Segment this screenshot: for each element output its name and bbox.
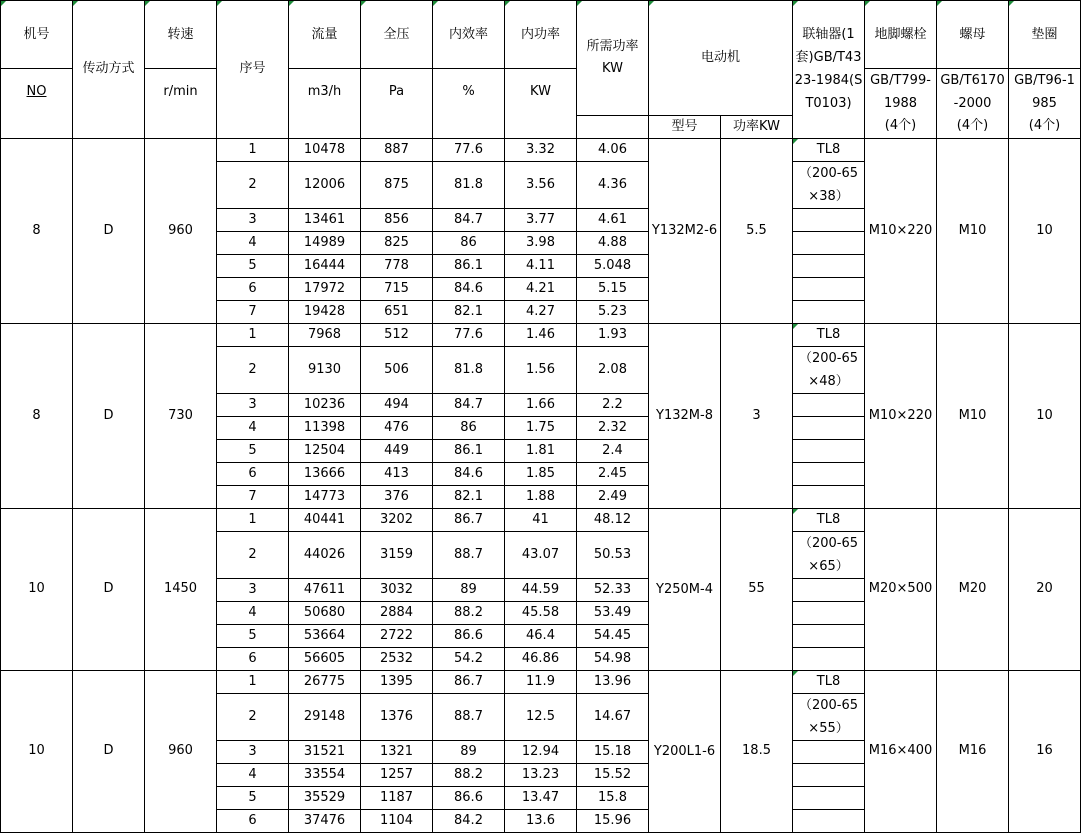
- header-flow: 流量: [289, 1, 361, 69]
- header-bolt: 地脚螺栓: [865, 1, 937, 69]
- power-cell: 1.88: [505, 485, 577, 508]
- seq-cell: 1: [217, 670, 289, 693]
- flow-cell: 35529: [289, 786, 361, 809]
- speed-cell: 960: [145, 670, 217, 832]
- power-cell: 1.81: [505, 439, 577, 462]
- req-power-cell: 5.15: [577, 277, 649, 300]
- power-cell: 46.86: [505, 647, 577, 670]
- header-blank: [505, 115, 577, 138]
- coupling-blank-cell: [793, 786, 865, 809]
- pressure-cell: 1376: [361, 693, 433, 740]
- coupling-blank-cell: [793, 393, 865, 416]
- drive-cell: D: [73, 138, 145, 323]
- req-power-cell: 5.048: [577, 254, 649, 277]
- power-cell: 3.56: [505, 161, 577, 208]
- header-coupling: 联轴器(1套)GB/T4323-1984(ST0103): [793, 1, 865, 139]
- eff-cell: 86: [433, 231, 505, 254]
- pressure-cell: 825: [361, 231, 433, 254]
- seq-cell: 6: [217, 462, 289, 485]
- table-row: [1, 138, 1081, 161]
- header-req-power-unit: KW: [602, 60, 623, 76]
- power-cell: 4.27: [505, 300, 577, 323]
- eff-cell: 86.1: [433, 254, 505, 277]
- eff-cell: 86.1: [433, 439, 505, 462]
- pressure-cell: 2532: [361, 647, 433, 670]
- flow-cell: 14773: [289, 485, 361, 508]
- header-speed: 转速: [145, 1, 217, 69]
- pressure-cell: 506: [361, 346, 433, 393]
- flow-cell: 10478: [289, 138, 361, 161]
- motor-power-cell: 55: [721, 508, 793, 670]
- coupling-blank-cell: [793, 439, 865, 462]
- req-power-cell: 4.88: [577, 231, 649, 254]
- pressure-cell: 512: [361, 323, 433, 346]
- coupling-blank-cell: [793, 647, 865, 670]
- req-power-cell: 2.32: [577, 416, 649, 439]
- flow-cell: 16444: [289, 254, 361, 277]
- eff-cell: 84.7: [433, 393, 505, 416]
- power-cell: 4.21: [505, 277, 577, 300]
- bolt-cell: M20×500: [865, 508, 937, 670]
- pressure-cell: 715: [361, 277, 433, 300]
- motor-model-cell: Y250M-4: [649, 508, 721, 670]
- bolt-cell: M16×400: [865, 670, 937, 832]
- nut-cell: M10: [937, 323, 1009, 508]
- table-row: [1, 670, 1081, 693]
- coupling-blank-cell: [793, 231, 865, 254]
- eff-cell: 82.1: [433, 300, 505, 323]
- coupling-blank-cell: [793, 485, 865, 508]
- eff-cell: 88.7: [433, 531, 505, 578]
- eff-cell: 88.2: [433, 763, 505, 786]
- header-power-unit: KW: [505, 69, 577, 116]
- pressure-cell: 3202: [361, 508, 433, 531]
- motor-power-cell: 3: [721, 323, 793, 508]
- header-blank: [361, 115, 433, 138]
- pressure-cell: 875: [361, 161, 433, 208]
- drive-cell: D: [73, 670, 145, 832]
- pressure-cell: 2722: [361, 624, 433, 647]
- coupling-type-cell: TL8: [793, 323, 865, 346]
- eff-cell: 84.7: [433, 208, 505, 231]
- power-cell: 1.46: [505, 323, 577, 346]
- coupling-size-cell: （200-65×38）: [793, 161, 865, 208]
- header-flow-unit: m3/h: [289, 69, 361, 116]
- pressure-cell: 1187: [361, 786, 433, 809]
- power-cell: 44.59: [505, 578, 577, 601]
- header-blank: [289, 115, 361, 138]
- seq-cell: 2: [217, 161, 289, 208]
- flow-cell: 33554: [289, 763, 361, 786]
- drive-cell: D: [73, 508, 145, 670]
- header-nut: 螺母: [937, 1, 1009, 69]
- pressure-cell: 3032: [361, 578, 433, 601]
- flow-cell: 44026: [289, 531, 361, 578]
- flow-cell: 13666: [289, 462, 361, 485]
- eff-cell: 86.7: [433, 508, 505, 531]
- eff-cell: 88.7: [433, 693, 505, 740]
- speed-cell: 730: [145, 323, 217, 508]
- seq-cell: 5: [217, 624, 289, 647]
- eff-cell: 86.6: [433, 786, 505, 809]
- flow-cell: 40441: [289, 508, 361, 531]
- seq-cell: 3: [217, 208, 289, 231]
- req-power-cell: 15.18: [577, 740, 649, 763]
- header-bolt-qty: (4个): [865, 115, 937, 138]
- machine-no-cell: 10: [1, 670, 73, 832]
- flow-cell: 53664: [289, 624, 361, 647]
- req-power-cell: 13.96: [577, 670, 649, 693]
- coupling-blank-cell: [793, 254, 865, 277]
- eff-cell: 89: [433, 740, 505, 763]
- pressure-cell: 494: [361, 393, 433, 416]
- seq-cell: 6: [217, 809, 289, 832]
- flow-cell: 12006: [289, 161, 361, 208]
- coupling-blank-cell: [793, 462, 865, 485]
- flow-cell: 7968: [289, 323, 361, 346]
- req-power-cell: 15.96: [577, 809, 649, 832]
- motor-power-cell: 18.5: [721, 670, 793, 832]
- req-power-cell: 1.93: [577, 323, 649, 346]
- machine-no-cell: 8: [1, 138, 73, 323]
- header-eff-unit: %: [433, 69, 505, 116]
- coupling-size-cell: （200-65×55）: [793, 693, 865, 740]
- eff-cell: 77.6: [433, 138, 505, 161]
- power-cell: 12.94: [505, 740, 577, 763]
- seq-cell: 6: [217, 277, 289, 300]
- washer-cell: 10: [1009, 138, 1081, 323]
- req-power-cell: 52.33: [577, 578, 649, 601]
- eff-cell: 86.7: [433, 670, 505, 693]
- header-speed-unit: r/min: [145, 69, 217, 116]
- power-cell: 12.5: [505, 693, 577, 740]
- power-cell: 43.07: [505, 531, 577, 578]
- power-cell: 3.98: [505, 231, 577, 254]
- req-power-cell: 14.67: [577, 693, 649, 740]
- coupling-blank-cell: [793, 809, 865, 832]
- eff-cell: 84.2: [433, 809, 505, 832]
- flow-cell: 12504: [289, 439, 361, 462]
- req-power-cell: 4.36: [577, 161, 649, 208]
- header-nut-std: GB/T6170-2000: [937, 69, 1009, 116]
- seq-cell: 1: [217, 508, 289, 531]
- power-cell: 3.32: [505, 138, 577, 161]
- eff-cell: 88.2: [433, 601, 505, 624]
- pressure-cell: 1321: [361, 740, 433, 763]
- header-washer-std: GB/T96-1985: [1009, 69, 1081, 116]
- header-nut-qty: (4个): [937, 115, 1009, 138]
- req-power-cell: 2.08: [577, 346, 649, 393]
- req-power-cell: 15.52: [577, 763, 649, 786]
- flow-cell: 19428: [289, 300, 361, 323]
- seq-cell: 4: [217, 763, 289, 786]
- flow-cell: 11398: [289, 416, 361, 439]
- header-pressure: 全压: [361, 1, 433, 69]
- pressure-cell: 3159: [361, 531, 433, 578]
- power-cell: 46.4: [505, 624, 577, 647]
- seq-cell: 3: [217, 393, 289, 416]
- coupling-type-cell: TL8: [793, 138, 865, 161]
- req-power-cell: 54.45: [577, 624, 649, 647]
- coupling-size-cell: （200-65×48）: [793, 346, 865, 393]
- power-cell: 3.77: [505, 208, 577, 231]
- header-motor-model: 型号: [649, 115, 721, 138]
- seq-cell: 7: [217, 485, 289, 508]
- washer-cell: 20: [1009, 508, 1081, 670]
- flow-cell: 29148: [289, 693, 361, 740]
- eff-cell: 77.6: [433, 323, 505, 346]
- coupling-blank-cell: [793, 601, 865, 624]
- flow-cell: 17972: [289, 277, 361, 300]
- pressure-cell: 376: [361, 485, 433, 508]
- header-eff: 内效率: [433, 1, 505, 69]
- req-power-cell: 4.61: [577, 208, 649, 231]
- req-power-cell: 5.23: [577, 300, 649, 323]
- power-cell: 13.23: [505, 763, 577, 786]
- seq-cell: 4: [217, 416, 289, 439]
- coupling-blank-cell: [793, 300, 865, 323]
- table-row: [1, 323, 1081, 346]
- coupling-blank-cell: [793, 277, 865, 300]
- eff-cell: 86.6: [433, 624, 505, 647]
- req-power-cell: 4.06: [577, 138, 649, 161]
- seq-cell: 1: [217, 323, 289, 346]
- power-cell: 41: [505, 508, 577, 531]
- coupling-blank-cell: [793, 624, 865, 647]
- flow-cell: 56605: [289, 647, 361, 670]
- pressure-cell: 778: [361, 254, 433, 277]
- seq-cell: 5: [217, 786, 289, 809]
- req-power-cell: 2.45: [577, 462, 649, 485]
- pressure-cell: 476: [361, 416, 433, 439]
- flow-cell: 13461: [289, 208, 361, 231]
- header-req-power-label: 所需功率: [586, 38, 639, 54]
- coupling-type-cell: TL8: [793, 508, 865, 531]
- header-blank: [1, 115, 73, 138]
- motor-model-cell: Y200L1-6: [649, 670, 721, 832]
- washer-cell: 16: [1009, 670, 1081, 832]
- eff-cell: 82.1: [433, 485, 505, 508]
- header-power: 内功率: [505, 1, 577, 69]
- bolt-cell: M10×220: [865, 138, 937, 323]
- seq-cell: 2: [217, 346, 289, 393]
- flow-cell: 10236: [289, 393, 361, 416]
- pressure-cell: 413: [361, 462, 433, 485]
- req-power-cell: 48.12: [577, 508, 649, 531]
- req-power-cell: 2.4: [577, 439, 649, 462]
- seq-cell: 2: [217, 693, 289, 740]
- pressure-cell: 856: [361, 208, 433, 231]
- speed-cell: 960: [145, 138, 217, 323]
- nut-cell: M20: [937, 508, 1009, 670]
- header-machine-no: 机号: [1, 1, 73, 69]
- seq-cell: 1: [217, 138, 289, 161]
- seq-cell: 4: [217, 231, 289, 254]
- coupling-blank-cell: [793, 578, 865, 601]
- req-power-cell: 15.8: [577, 786, 649, 809]
- eff-cell: 84.6: [433, 277, 505, 300]
- power-cell: 1.75: [505, 416, 577, 439]
- header-blank: [145, 115, 217, 138]
- drive-cell: D: [73, 323, 145, 508]
- power-cell: 13.6: [505, 809, 577, 832]
- coupling-blank-cell: [793, 763, 865, 786]
- header-washer: 垫圈: [1009, 1, 1081, 69]
- eff-cell: 54.2: [433, 647, 505, 670]
- header-bolt-std: GB/T799-1988: [865, 69, 937, 116]
- header-blank: [577, 115, 649, 138]
- coupling-blank-cell: [793, 740, 865, 763]
- table-row: [1, 508, 1081, 531]
- nut-cell: M10: [937, 138, 1009, 323]
- coupling-blank-cell: [793, 208, 865, 231]
- header-motor-power: 功率KW: [721, 115, 793, 138]
- power-cell: 13.47: [505, 786, 577, 809]
- seq-cell: 4: [217, 601, 289, 624]
- eff-cell: 81.8: [433, 161, 505, 208]
- seq-cell: 3: [217, 740, 289, 763]
- req-power-cell: 2.2: [577, 393, 649, 416]
- flow-cell: 9130: [289, 346, 361, 393]
- power-cell: 45.58: [505, 601, 577, 624]
- motor-model-cell: Y132M2-6: [649, 138, 721, 323]
- header-req-power: [577, 1, 649, 116]
- machine-no-cell: 10: [1, 508, 73, 670]
- eff-cell: 89: [433, 578, 505, 601]
- seq-cell: 6: [217, 647, 289, 670]
- flow-cell: 26775: [289, 670, 361, 693]
- seq-cell: 3: [217, 578, 289, 601]
- eff-cell: 84.6: [433, 462, 505, 485]
- req-power-cell: 50.53: [577, 531, 649, 578]
- pressure-cell: 1104: [361, 809, 433, 832]
- pressure-cell: 887: [361, 138, 433, 161]
- coupling-blank-cell: [793, 416, 865, 439]
- header-pressure-unit: Pa: [361, 69, 433, 116]
- flow-cell: 37476: [289, 809, 361, 832]
- motor-power-cell: 5.5: [721, 138, 793, 323]
- eff-cell: 81.8: [433, 346, 505, 393]
- seq-cell: 7: [217, 300, 289, 323]
- flow-cell: 50680: [289, 601, 361, 624]
- seq-cell: 2: [217, 531, 289, 578]
- seq-cell: 5: [217, 439, 289, 462]
- header-washer-qty: (4个): [1009, 115, 1081, 138]
- header-machine-no-unit: [1, 69, 73, 116]
- header-motor: 电动机: [649, 1, 793, 116]
- req-power-cell: 54.98: [577, 647, 649, 670]
- nut-cell: M16: [937, 670, 1009, 832]
- header-blank: [433, 115, 505, 138]
- coupling-type-cell: TL8: [793, 670, 865, 693]
- motor-model-cell: Y132M-8: [649, 323, 721, 508]
- pressure-cell: 2884: [361, 601, 433, 624]
- power-cell: 11.9: [505, 670, 577, 693]
- header-drive: 传动方式: [73, 1, 145, 139]
- bolt-cell: M10×220: [865, 323, 937, 508]
- eff-cell: 86: [433, 416, 505, 439]
- flow-cell: 14989: [289, 231, 361, 254]
- flow-cell: 31521: [289, 740, 361, 763]
- machine-no-cell: 8: [1, 323, 73, 508]
- seq-cell: 5: [217, 254, 289, 277]
- power-cell: 1.66: [505, 393, 577, 416]
- flow-cell: 47611: [289, 578, 361, 601]
- pressure-cell: 651: [361, 300, 433, 323]
- coupling-size-cell: （200-65×65）: [793, 531, 865, 578]
- speed-cell: 1450: [145, 508, 217, 670]
- pressure-cell: 1257: [361, 763, 433, 786]
- power-cell: 1.56: [505, 346, 577, 393]
- req-power-cell: 2.49: [577, 485, 649, 508]
- machine-no-unit-text: NO: [26, 84, 47, 99]
- req-power-cell: 53.49: [577, 601, 649, 624]
- power-cell: 1.85: [505, 462, 577, 485]
- header-seq: 序号: [217, 1, 289, 139]
- washer-cell: 10: [1009, 323, 1081, 508]
- pressure-cell: 1395: [361, 670, 433, 693]
- pressure-cell: 449: [361, 439, 433, 462]
- power-cell: 4.11: [505, 254, 577, 277]
